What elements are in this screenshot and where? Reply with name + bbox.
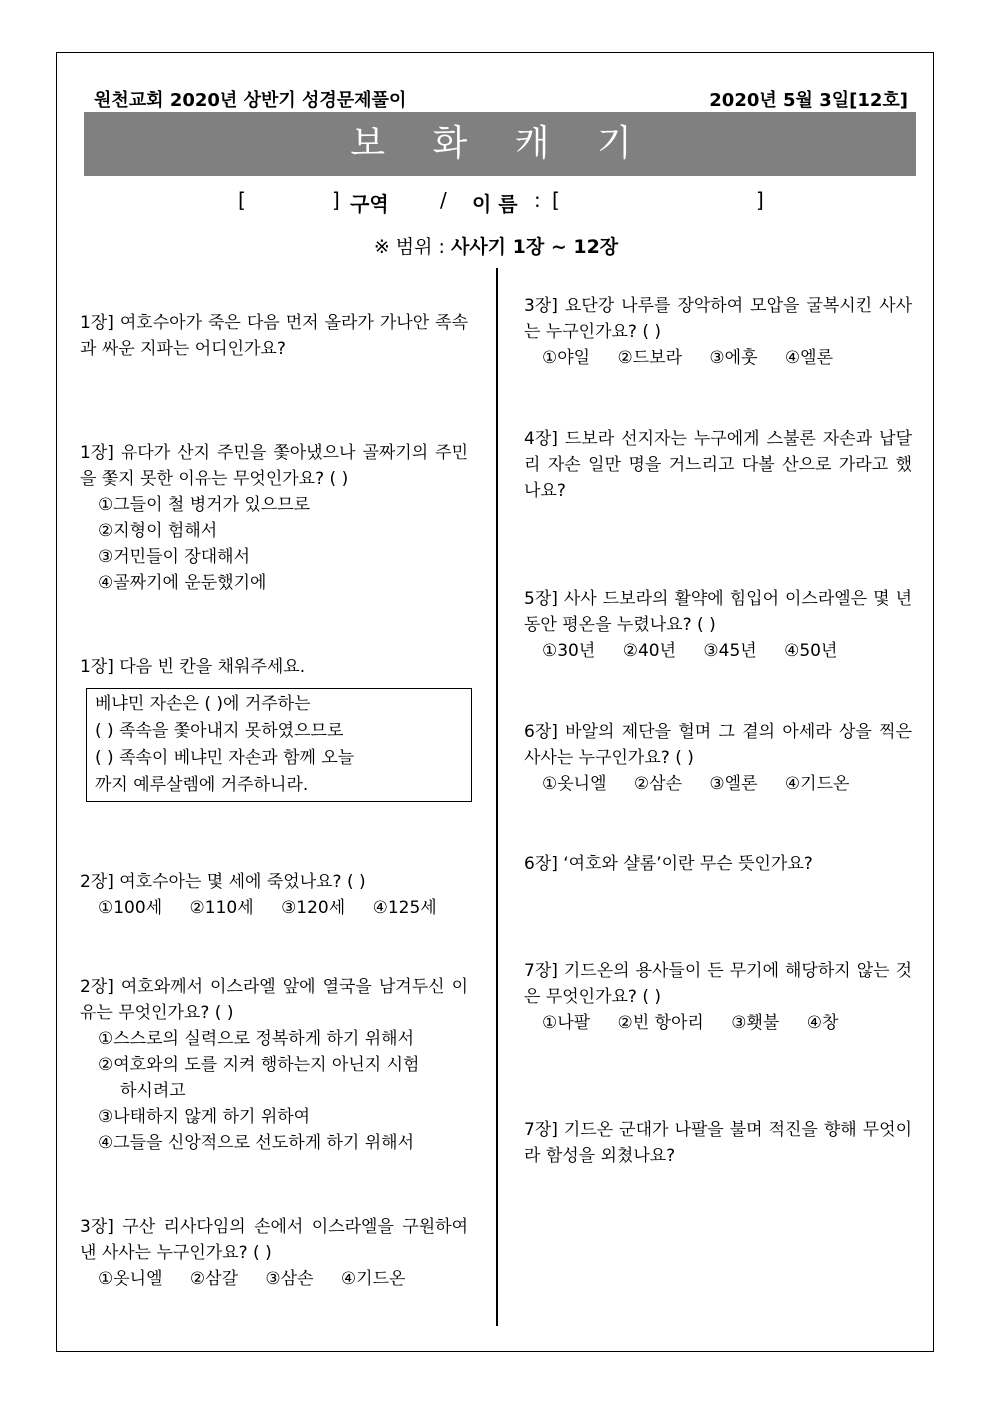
options-row	[80, 895, 468, 921]
district-close-bracket: ]	[332, 188, 340, 212]
name-line	[0, 188, 992, 214]
question-right-4	[524, 719, 912, 797]
question-left-3	[80, 654, 468, 680]
question-right-1	[524, 293, 912, 371]
question-text: 6장] ‘여호와 샬롬’이란 무슨 뜻인가요?	[524, 854, 813, 874]
name-label: 이 름	[472, 192, 518, 216]
option: ③에훗	[709, 348, 758, 368]
question-left-1	[80, 310, 468, 362]
name-open-bracket: [	[552, 188, 560, 212]
question-text: 3장] 구산 리사다임의 손에서 이스라엘을 구원하여 낸 사사는 누구인가요? ( )	[80, 1217, 468, 1263]
question-text: 2장] 여호수아는 몇 세에 죽었나요? ( )	[80, 872, 366, 892]
question-left-4	[80, 869, 468, 921]
name-close-bracket: ]	[756, 188, 764, 212]
option: ④그들을 신앙적으로 선도하게 하기 위해서	[98, 1133, 415, 1153]
option: ④50년	[784, 641, 838, 661]
option: ①야일	[542, 348, 591, 368]
option: ④창	[806, 1013, 839, 1033]
option: ①옷니엘	[98, 1269, 163, 1289]
question-left-6	[80, 1214, 468, 1292]
option: ④골짜기에 운둔했기에	[98, 573, 267, 593]
option: ①30년	[542, 641, 596, 661]
option: ②110세	[189, 898, 254, 918]
option: ③45년	[703, 641, 757, 661]
option: ②여호와의 도를 지켜 행하는지 아닌지 시험	[98, 1055, 420, 1075]
option: ④기드온	[340, 1269, 406, 1289]
option: ③120세	[281, 898, 346, 918]
fill-in-blank-box	[86, 688, 472, 802]
fill-line: ( ) 족속이 베냐민 자손과 함께 오늘	[95, 748, 355, 768]
question-text: 1장] 여호수아가 죽은 다음 먼저 올라가 가나안 족속과 싸운 지파는 어디인가요?	[80, 313, 468, 359]
option: ①100세	[98, 898, 163, 918]
question-right-5	[524, 851, 912, 877]
range-chapters: 1장 ~ 12장	[506, 236, 619, 258]
separator-slash: /	[440, 188, 447, 212]
question-text: 7장] 기드온의 용사들이 든 무기에 해당하지 않는 것은 무엇인가요? ( )	[524, 961, 912, 1007]
option: ②삼갈	[189, 1269, 239, 1289]
options-row	[524, 638, 912, 664]
district-open-bracket: [	[238, 188, 246, 212]
option: ②빈 항아리	[617, 1013, 704, 1033]
range-prefix: ※ 범위 :	[373, 236, 451, 258]
option: ③횃불	[731, 1013, 780, 1033]
fill-line: 까지 예루살렘에 거주하니라.	[95, 775, 309, 795]
options-row	[524, 771, 912, 797]
question-right-2	[524, 426, 912, 504]
column-divider	[496, 268, 498, 1326]
option: ④엘론	[784, 348, 834, 368]
option: ②40년	[622, 641, 676, 661]
option: ①그들이 철 병거가 있으므로	[98, 495, 311, 515]
question-text: 1장] 다음 빈 칸을 채워주세요.	[80, 657, 306, 677]
option: ②삼손	[633, 774, 683, 794]
question-text: 6장] 바알의 제단을 헐며 그 곁의 아세라 상을 찍은 사사는 누구인가요? ( )	[524, 722, 912, 768]
option: ④기드온	[784, 774, 850, 794]
option: ②드보라	[617, 348, 683, 368]
option: ③엘론	[709, 774, 758, 794]
header-church-title: 원천교회 2020년 상반기 성경문제풀이	[94, 90, 407, 111]
option: ①스스로의 실력으로 정복하게 하기 위해서	[98, 1029, 415, 1049]
question-left-5	[80, 974, 468, 1156]
option: ①나팔	[542, 1013, 591, 1033]
question-right-3	[524, 586, 912, 664]
name-colon: :	[534, 188, 541, 212]
page-title: 보 화 캐 기	[84, 112, 916, 176]
fill-line: ( ) 족속을 쫓아내지 못하였으므로	[95, 721, 344, 741]
question-right-6	[524, 958, 912, 1036]
option: ③삼손	[265, 1269, 314, 1289]
option: ①옷니엘	[542, 774, 607, 794]
options-row	[80, 1266, 468, 1292]
range-book: 사사기	[450, 236, 507, 258]
question-text: 4장] 드보라 선지자는 누구에게 스불론 자손과 납달리 자손 일만 명을 거느리고 다볼 산으로 가라고 했나요?	[524, 429, 912, 501]
options-row	[524, 1010, 912, 1036]
question-text: 7장] 기드온 군대가 나팔을 불며 적진을 향해 무엇이라 함성을 외쳤나요?	[524, 1120, 912, 1166]
header-date: 2020년 5월 3일[12호]	[709, 90, 908, 111]
question-text: 1장] 유다가 산지 주민을 쫓아냈으나 골짜기의 주민을 쫓지 못한 이유는 무엇인가요? ( )	[80, 443, 468, 489]
option: ②지형이 험해서	[98, 521, 218, 541]
question-left-2	[80, 440, 468, 596]
scope-range	[0, 232, 992, 259]
fill-line: 베냐민 자손은 ( )에 거주하는	[95, 694, 311, 714]
option: ③나태하지 않게 하기 위하여	[98, 1107, 311, 1127]
question-text: 5장] 사사 드보라의 활약에 힘입어 이스라엘은 몇 년 동안 평온을 누렸나요? ( )	[524, 589, 912, 635]
option-continuation: 하시려고	[120, 1081, 186, 1101]
question-right-7	[524, 1117, 912, 1169]
option: ③거민들이 장대해서	[98, 547, 251, 567]
question-text: 3장] 요단강 나루를 장악하여 모압을 굴복시킨 사사는 누구인가요? ( )	[524, 296, 912, 342]
options-row	[524, 345, 912, 371]
district-label: 구역	[350, 192, 389, 216]
option: ④125세	[372, 898, 437, 918]
question-text: 2장] 여호와께서 이스라엘 앞에 열국을 남겨두신 이유는 무엇인가요? ( )	[80, 977, 468, 1023]
